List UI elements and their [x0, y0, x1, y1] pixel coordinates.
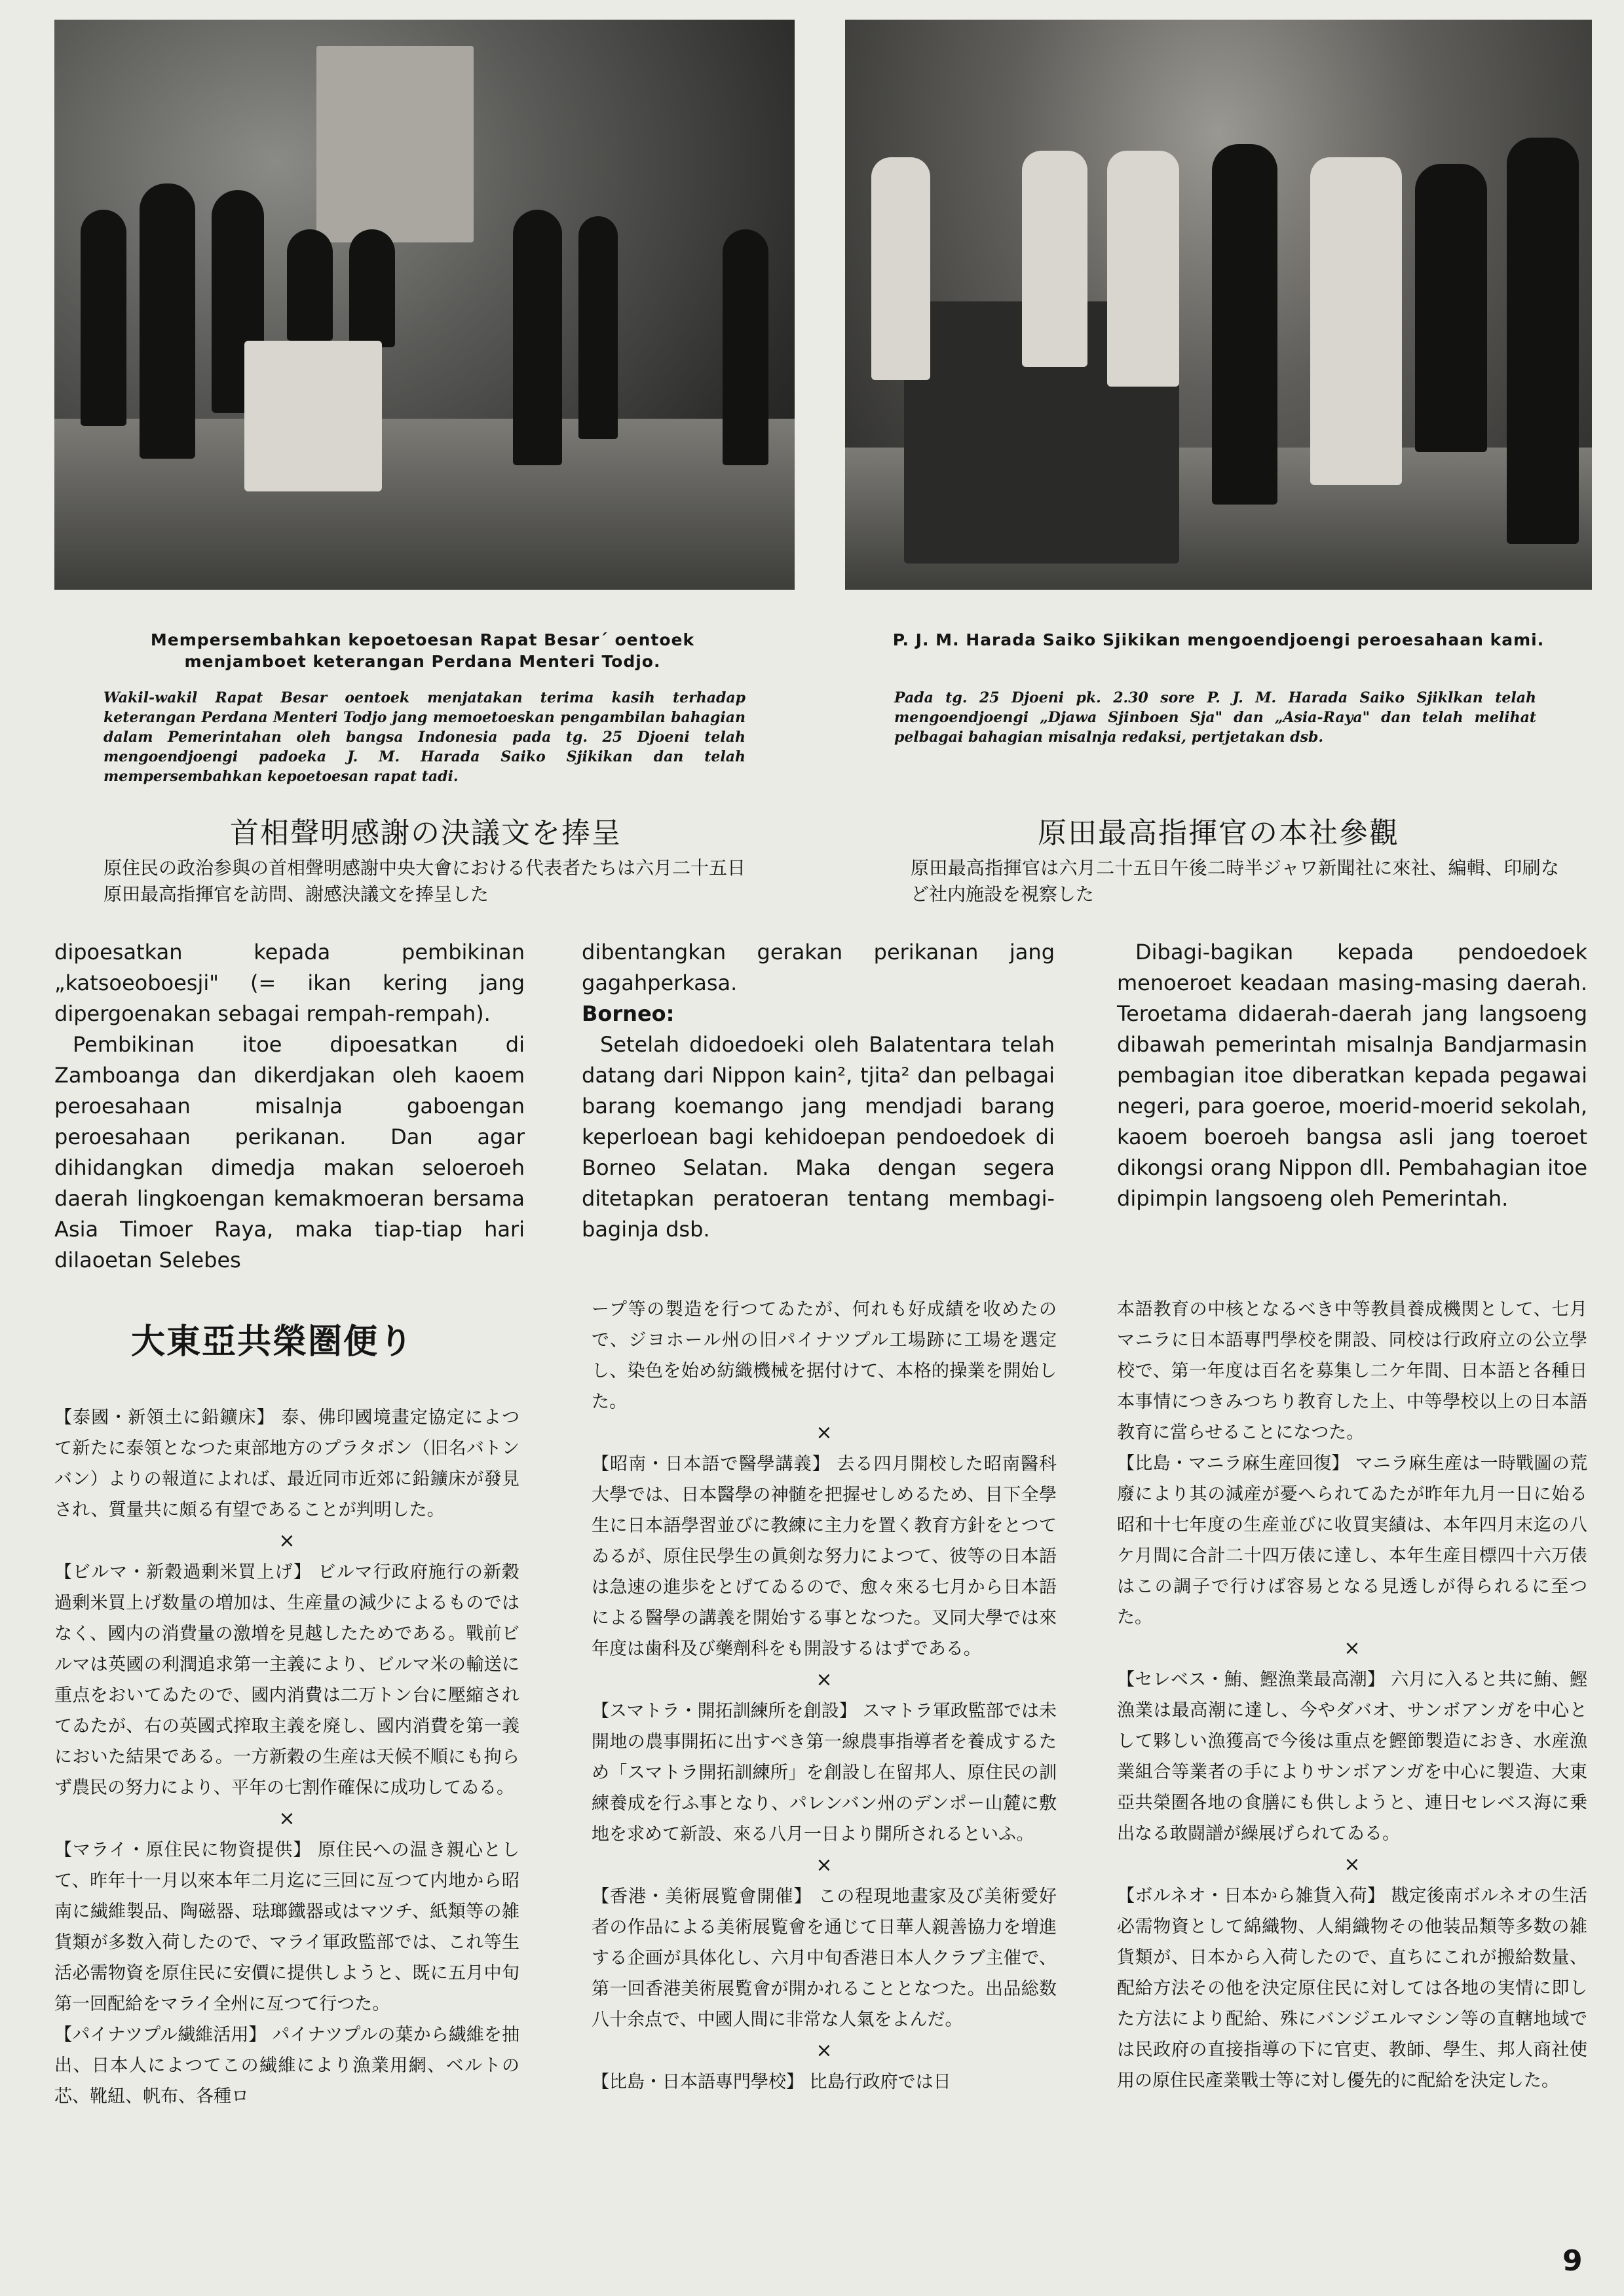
indonesian-paragraph: dipoesatkan kepada pembikinan „katsoeoboesji" (= ikan kering jang dipergoenakan sebagai rempah-rempah).	[54, 940, 525, 1026]
photo-ceremony	[54, 20, 795, 590]
left-caption-body: Wakil-wakil Rapat Besar oentoek menjatakan terima kasih terhadap keterangan Perdana Menteri Todjo jang memoetoeskan pengambilan bahagian dalam Pemerintahan oleh bangsa Indonesia pada tg. 25 Djoeni telah mengoendjoengi padoeka J. M. Harada Saiko Sjikikan dan telah mempersembahkan kepoetoesan rapat tadi.	[104, 689, 746, 785]
japanese-news-column-2	[592, 1294, 1057, 2097]
japanese-news-column-3	[1117, 1294, 1587, 2096]
photo-figure	[140, 183, 195, 459]
right-caption-title: P. J. M. Harada Saiko Sjikikan mengoendjoengi peroesahaan kami.	[892, 630, 1545, 649]
news-item: 本語教育の中核となるべき中等教員養成機関として、七月マニラに日本語專門學校を開設、同校は行政府立の公立學校で、第一年度は百名を募集し二ケ年間、日本語と各種日本事情につきみつちり教育した上、中等學校以上の日本語教育に當らせることになつた。	[1117, 1299, 1587, 1443]
indonesian-column-3	[1117, 937, 1587, 1214]
right-caption-body: Pada tg. 25 Djoeni pk. 2.30 sore P. J. M. Harada Saiko Sjiklkan telah mengoendjoengi „Djawa Sjinboen Sja" dan „Asia-Raya" dan telah melihat pelbagai bahagian misalnja redaksi, pertjetakan dsb.	[894, 689, 1536, 746]
right-japanese-lead: 原田最高指揮官は六月二十五日午後二時半ジャワ新聞社に來社、編輯、印刷など社内施設を視察した	[911, 857, 1559, 905]
section-title: 大東亞共榮圏便り	[131, 1322, 415, 1362]
indonesian-paragraph: dibentangkan gerakan perikanan jang gagahperkasa.	[582, 940, 1055, 995]
photo-figure	[1107, 151, 1179, 387]
photo-figure	[1415, 164, 1487, 452]
photo-figure	[723, 229, 768, 465]
news-item: 【マライ・原住民に物資提供】 原住民への温き親心として、昨年十一月以來本年二月迄に三回に亙つて内地から昭南に繊維製品、陶磁器、琺瑯鐵器或はマツチ、紙類等の雑貨類が多数入荷したので、マライ軍政監部では、これ等生活必需物資を原住民に安價に提供しようと、既に五月中旬第一回配給をマライ全州に亙つて行つた。	[54, 1840, 519, 2014]
indonesian-paragraph: Setelah didoedoeki oleh Balatentara telah datang dari Nippon kain², tjita² dan pelbagai barang koemango jang mendjadi barang keperloean bagi kehidoepan pendoedoek di Borneo Selatan. Maka dengan segera ditetapkan peratoeran tentang membagi-baginja dsb.	[582, 1032, 1055, 1242]
photo-figure	[871, 157, 930, 380]
news-item: 【昭南・日本語で醫學講義】 去る四月開校した昭南醫科大學では、日本醫學の神髄を把握せしめるため、目下全學生に日本語學習並びに教練に主力を置く教育方針をとつてゐるが、原住民學生の眞剣な努力によつて、彼等の日本語は急速の進歩をとげてゐるので、愈々來る七月から日本語による醫學の講義を開始する事となつた。叉同大學では來年度は歯科及び藥劑科をも開設するはずである。	[592, 1454, 1057, 1659]
indonesian-column-2	[582, 937, 1055, 1245]
separator-mark: ×	[1344, 1637, 1361, 1660]
separator-mark: ×	[816, 1854, 833, 1877]
indonesian-column-1	[54, 937, 525, 1276]
photo-figure	[287, 229, 333, 341]
news-item: 【パイナツプル繊維活用】 パイナツプルの葉から繊維を抽出、日本人によつてこの繊維により漁業用網、ベルトの芯、靴紐、帆布、各種ロ	[54, 2025, 519, 2107]
photo-figure	[513, 210, 562, 465]
photo-window	[316, 46, 474, 242]
news-item: 【ビルマ・新穀過剰米買上げ】 ビルマ行政府施行の新穀過剰米買上げ数量の増加は、生産量の減少によるものではなく、國内の消費量の激増を見越したためである。戰前ビルマは英國の利潤追求第一主義により、ビルマ米の輸送に重点をおいてゐたので、國内消費は二万トン台に壓縮されてゐたが、右の英國式搾取主義を廃し、國内消費を第一義においた結果である。一方新穀の生産は天候不順にも拘らず農民の努力により、平年の七割作確保に成功してゐる。	[54, 1562, 519, 1798]
indonesian-subheading: Borneo:	[582, 1001, 675, 1026]
page-number: 9	[1562, 2244, 1583, 2278]
left-japanese-heading: 首相聲明感謝の決議文を捧呈	[230, 816, 622, 850]
left-caption-title: Mempersembahkan kepoetoesan Rapat Besar´ oentoek menjamboet keterangan Perdana Menteri Todjo.	[150, 630, 695, 671]
photo-figure	[578, 216, 618, 439]
separator-mark: ×	[278, 1529, 295, 1552]
news-item: 【比島・日本語專門學校】 比島行政府では日	[592, 2072, 951, 2092]
separator-mark: ×	[816, 1668, 833, 1691]
photo-factory-visit	[845, 20, 1592, 590]
photo-figure	[1022, 151, 1087, 367]
separator-mark: ×	[816, 1421, 833, 1444]
separator-mark: ×	[816, 2039, 833, 2062]
left-japanese-lead: 原住民の政治参與の首相聲明感謝中央大會における代表者たちは六月二十五日原田最高指揮官を訪問、謝感決議文を捧呈した	[104, 857, 746, 905]
news-item: 【ボルネオ・日本から雑貨入荷】 戡定後南ボルネオの生活必需物資として綿織物、人絹織物その他装品類等多数の雑貨類が、日本から入荷したので、直ちにこれが搬給数量、配給方法その他を決定原住民に対しては各地の実情に即した方法により配給、殊にバンジエルマシン等の直轄地域では民政府の直接指導の下に官吏、教師、學生、邦人商社使用の原住民產業戰士等に対し優先的に配給を決定した。	[1117, 1886, 1587, 2091]
separator-mark: ×	[278, 1807, 295, 1830]
photo-figure	[1212, 144, 1277, 505]
indonesian-paragraph: Pembikinan itoe dipoesatkan di Zamboanga dan dikerdjakan oleh kaoem peroesahaan misalnja gaboengan peroesahaan perikanan. Dan agar dihidangkan dimedja makan seloeroeh daerah lingkoengan kemakmoeran bersama Asia Timoer Raya, maka tiap-tiap hari dilaoetan Selebes	[54, 1032, 525, 1272]
news-item: 【比島・マニラ麻生産回復】 マニラ麻生産は一時戰圖の荒廢により其の減産が憂へられてゐたが昨年九月一日に始る昭和十七年度の生産並びに收買実績は、本年四月末迄の八ケ月間に合計二十四万俵に達し、本年生産目標四十六万俵はこの調子で行けば容易となる見透しが得られるに至つた。	[1117, 1453, 1587, 1628]
news-item: 【セレベス・鮪、鰹漁業最高潮】 六月に入ると共に鮪、鰹漁業は最高潮に達し、今やダバオ、サンボアンガを中心として夥しい漁獲高で今後は重点を鰹節製造におき、水産漁業組合等業者の手によりサンボアンガを中心に製造、大東亞共榮圏各地の食膳にも供しようと、連日セレベス海に乗出なる敢闘譜が繰展げられてゐる。	[1117, 1670, 1587, 1844]
photo-figure	[81, 210, 126, 426]
japanese-news-column-1	[54, 1402, 519, 2112]
photo-table	[244, 341, 382, 491]
news-item: 【泰國・新領土に鉛鑛床】 泰、佛印國境畫定協定によつて新たに泰領となつた東部地方のプラタボン（旧名バトンバン）よりの報道によれば、最近同市近郊に鉛鑛床が發見され、質量共に頗る有望であることが判明した。	[54, 1407, 519, 1520]
right-japanese-heading: 原田最高指揮官の本社參觀	[1038, 816, 1399, 850]
news-item: ープ等の製造を行つてゐたが、何れも好成績を收めたので、ジヨホール州の旧パイナツプル工場跡に工場を選定し、染色を始め紡織機械を据付けて、本格的操業を開始した。	[592, 1299, 1057, 1412]
photo-figure	[349, 229, 395, 347]
news-item: 【香港・美術展覧會開催】 この程現地畫家及び美術愛好者の作品による美術展覧會を通じて日華人親善協力を増進する企画が具体化し、六月中旬香港日本人クラブ主催で、第一回香港美術展覧會が開かれることとなつた。出品総数八十余点で、中國人間に非常な人氣をよんだ。	[592, 1886, 1057, 2030]
separator-mark: ×	[1344, 1853, 1361, 1876]
indonesian-paragraph: Dibagi-bagikan kepada pendoedoek menoeroet keadaan masing-masing daerah. Teroetama didaerah-daerah jang langsoeng dibawah pemerintah misalnja Bandjarmasin pembagian itoe diberatkan kepada pegawai negeri, para goeroe, moerid-moerid sekolah, kaoem boeroeh bangsa asli jang toeroet dikongsi orang Nippon dll. Pembahagian itoe dipimpin langsoeng oleh Pemerintah.	[1117, 940, 1587, 1211]
news-item: 【スマトラ・開拓訓練所を創設】 スマトラ軍政監部では未開地の農事開拓に出すべき第一線農事指導者を養成するため「スマトラ開拓訓練所」を創設し在留邦人、原住民の訓練養成を行ふ事となり、パレンバン州のデンポー山麓に敷地を求めて新設、來る八月一日より開所されるといふ。	[592, 1701, 1057, 1845]
photo-figure	[1507, 138, 1579, 544]
photo-figure	[1310, 157, 1402, 485]
